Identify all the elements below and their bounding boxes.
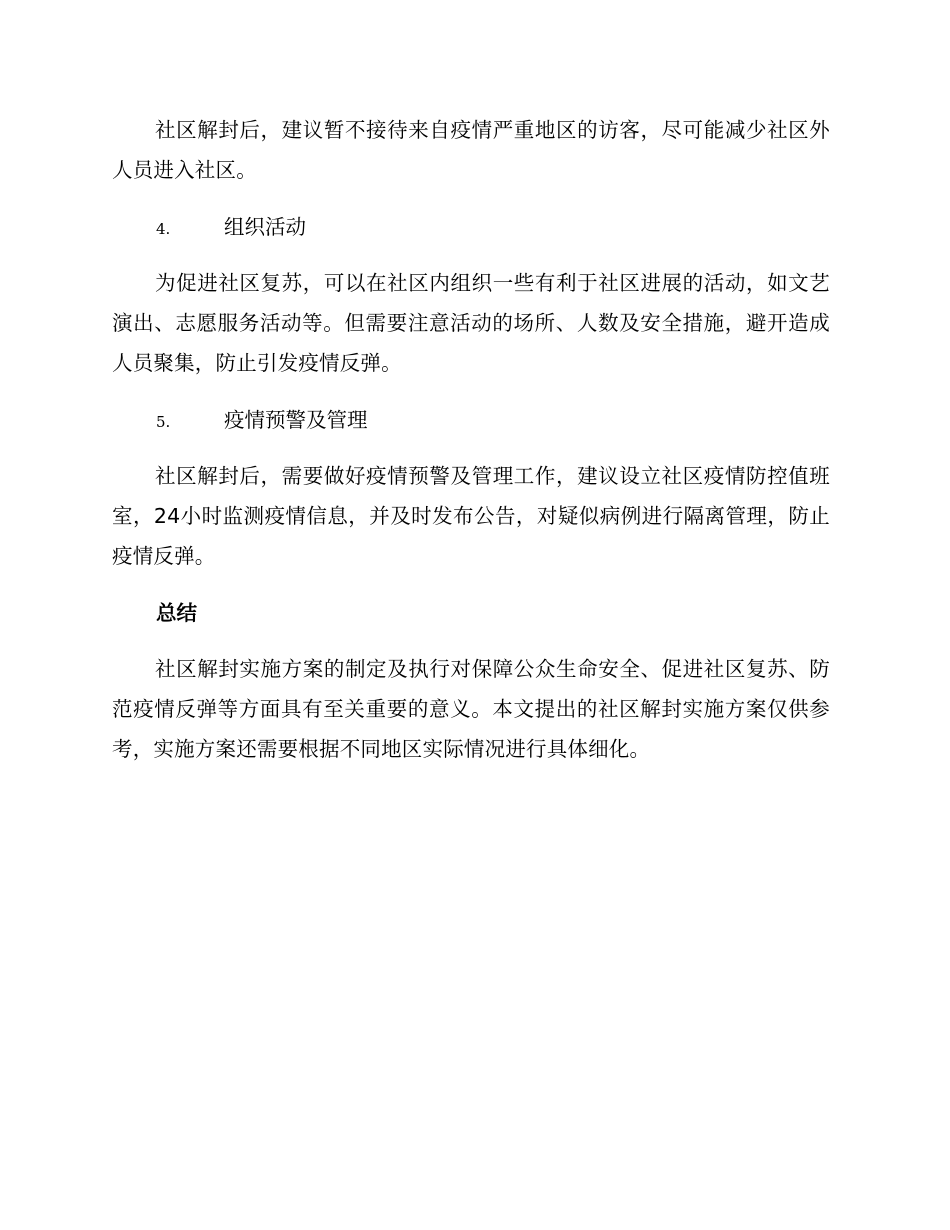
paragraph-summary: 社区解封实施方案的制定及执行对保障公众生命安全、促进社区复苏、防范疫情反弹等方面具有至关重要的意义。本文提出的社区解封实施方案仅供参考，实施方案还需要根据不同地区实际情况进行具体细化。: [112, 657, 830, 761]
section-item-organize-activities: [112, 207, 830, 247]
section-title: 疫情预警及管理: [224, 408, 368, 432]
section-title: 组织活动: [224, 215, 306, 239]
summary-heading: 总结: [156, 601, 197, 625]
paragraph-visitor-policy: 社区解封后，建议暂不接待来自疫情严重地区的访客，尽可能减少社区外人员进入社区。: [112, 118, 830, 182]
section-number: 4.: [156, 220, 171, 238]
document-body: [112, 110, 830, 786]
paragraph-activities: 为促进社区复苏，可以在社区内组织一些有利于社区进展的活动，如文艺演出、志愿服务活动等。但需要注意活动的场所、人数及安全措施，避开造成人员聚集，防止引发疫情反弹。: [112, 271, 830, 375]
paragraph-warning-management: 社区解封后，需要做好疫情预警及管理工作，建议设立社区疫情防控值班室，24小时监测疫情信息，并及时发布公告，对疑似病例进行隔离管理，防止疫情反弹。: [112, 464, 830, 568]
section-number: 5.: [156, 413, 171, 431]
section-item-epidemic-warning: [112, 400, 830, 440]
